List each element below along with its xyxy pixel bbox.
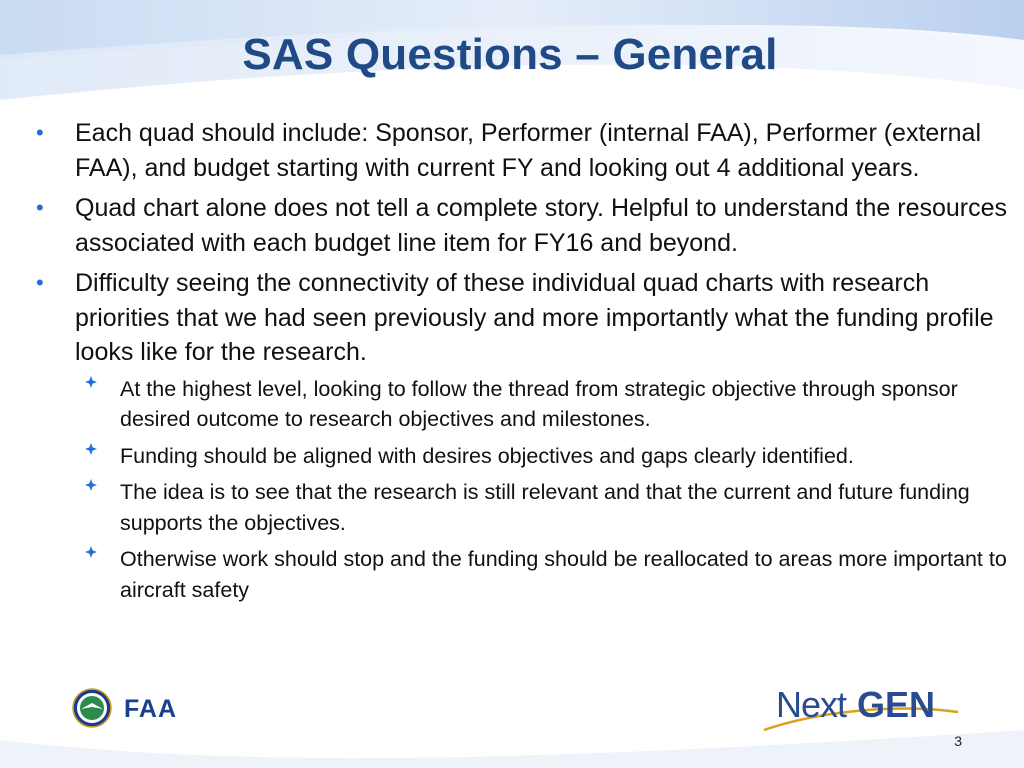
bullet-text: Difficulty seeing the connectivity of these individual quad charts with research priorities that we had seen previously and more importantly what the funding profile looks like for the research. (75, 269, 994, 366)
four-point-star-icon (84, 442, 98, 456)
sub-bullet-item (0, 544, 1024, 605)
nextgen-logo-gen: GEN (857, 684, 936, 725)
bullet-item (0, 266, 1024, 370)
sub-bullet-text: Funding should be aligned with desires objectives and gaps clearly identified. (120, 443, 854, 468)
faa-logo (72, 688, 192, 728)
sub-bullet-item (0, 477, 1024, 538)
bullet-text: Each quad should include: Sponsor, Performer (internal FAA), Performer (external FAA), and budget starting with current FY and looking out 4 additional years. (75, 119, 981, 182)
bullet-text: Quad chart alone does not tell a complete story. Helpful to understand the resources associated with each budget line item for FY16 and beyond. (75, 194, 1008, 257)
sub-bullet-list (0, 374, 1024, 606)
nextgen-logo (762, 684, 962, 734)
four-point-star-icon (84, 545, 98, 559)
sub-bullet-text: Otherwise work should stop and the funding should be reallocated to areas more important to aircraft safety (120, 547, 1007, 602)
faa-seal-icon (72, 688, 112, 728)
four-point-star-icon (84, 375, 98, 389)
four-point-star-icon (84, 478, 98, 492)
sub-bullet-text: The idea is to see that the research is still relevant and that the current and future funding supports the objectives. (120, 480, 970, 535)
bullet-marker: • (36, 195, 44, 220)
sub-bullet-item (0, 441, 1024, 472)
page-number: 3 (954, 733, 962, 749)
bullet-item (0, 116, 1024, 185)
bullet-list (0, 116, 1024, 605)
faa-logo-text: FAA (124, 695, 177, 723)
bullet-marker: • (36, 120, 44, 145)
bullet-item (0, 191, 1024, 260)
slide-title: SAS Questions – General (242, 30, 778, 79)
sub-bullet-text: At the highest level, looking to follow the thread from strategic objective through sponsor desired outcome to research objectives and milestones. (120, 376, 958, 431)
nextgen-logo-next: Next (776, 684, 847, 725)
sub-bullet-item (0, 374, 1024, 435)
bullet-marker: • (36, 270, 44, 295)
